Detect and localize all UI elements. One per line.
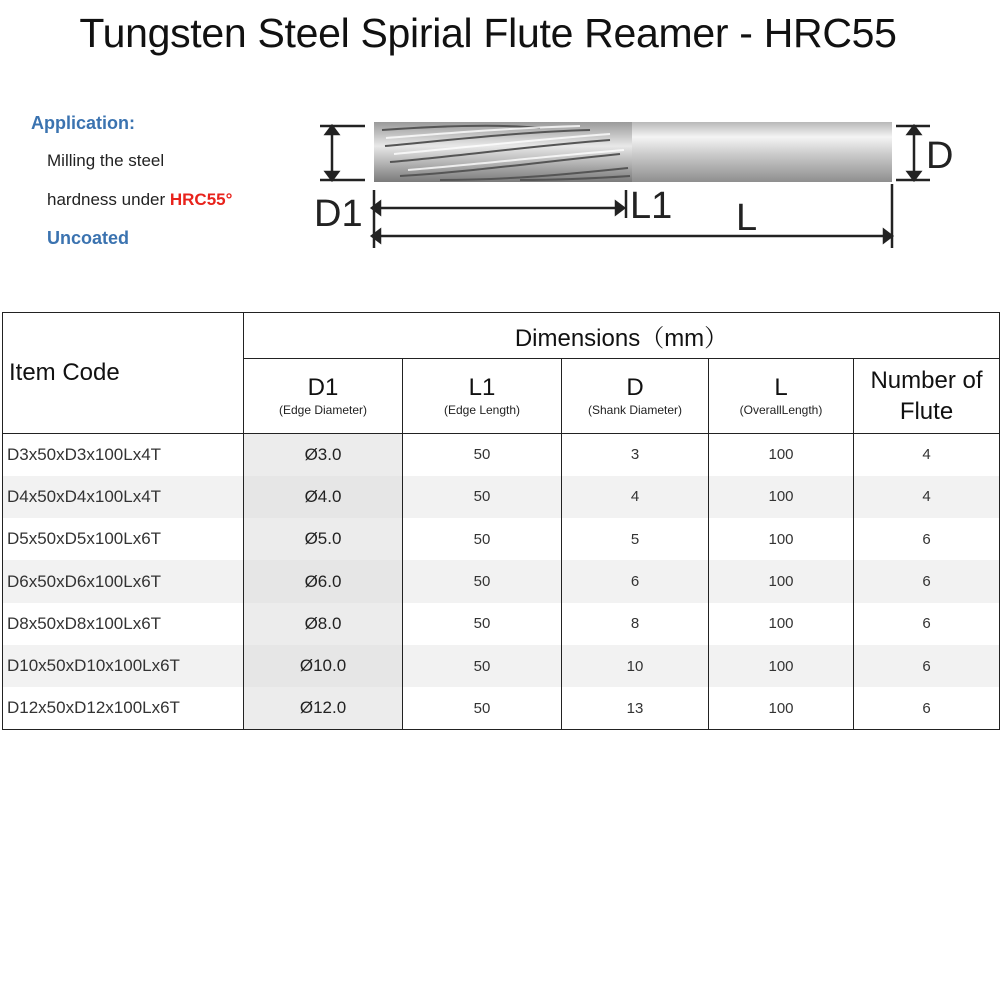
- d1-cell: Ø10.0: [244, 645, 403, 687]
- d1-header-desc: (Edge Diameter): [278, 403, 368, 417]
- table-row: [3, 476, 1000, 518]
- d-label: D: [926, 135, 954, 177]
- flute-header-line-1: Number of: [870, 367, 983, 394]
- l-label: L: [736, 197, 758, 239]
- l-column-header: [709, 359, 854, 434]
- d1-cell: Ø4.0: [244, 476, 403, 518]
- item-code-cell: D8x50xD8x100Lx6T: [3, 603, 244, 645]
- flute-cell: 6: [854, 687, 1000, 729]
- d-cell: 13: [562, 687, 709, 729]
- l-cell: 100: [709, 687, 854, 729]
- d-dimension-marker: [896, 126, 930, 180]
- l1-label: L1: [630, 185, 673, 227]
- d-cell: 6: [562, 560, 709, 602]
- flute-cell: 4: [854, 434, 1000, 476]
- l1-header-desc: (Edge Length): [443, 403, 521, 417]
- d1-cell: Ø8.0: [244, 603, 403, 645]
- d-cell: 4: [562, 476, 709, 518]
- d-cell: 5: [562, 518, 709, 560]
- item-code-header: Item Code: [3, 313, 244, 434]
- l-cell: 100: [709, 560, 854, 602]
- table-row: [3, 687, 1000, 729]
- d-header-desc: (Shank Diameter): [587, 403, 683, 417]
- d-header-symbol: D: [626, 374, 644, 401]
- table-row: [3, 518, 1000, 560]
- spec-table: [2, 312, 1000, 730]
- table-row: [3, 603, 1000, 645]
- l1-cell: 50: [403, 560, 562, 602]
- page-title: Tungsten Steel Spirial Flute Reamer - HRC55: [79, 10, 897, 56]
- l1-cell: 50: [403, 603, 562, 645]
- item-code-cell: D5x50xD5x100Lx6T: [3, 518, 244, 560]
- l1-cell: 50: [403, 476, 562, 518]
- hardness-highlight: HRC55°: [169, 190, 233, 209]
- d-cell: 10: [562, 645, 709, 687]
- d-cell: 3: [562, 434, 709, 476]
- l1-cell: 50: [403, 687, 562, 729]
- flute-column-header: [854, 359, 1000, 434]
- d-column-header: [562, 359, 709, 434]
- item-code-cell: D10x50xD10x100Lx6T: [3, 645, 244, 687]
- reamer-shank: [630, 122, 892, 182]
- d1-cell: Ø6.0: [244, 560, 403, 602]
- l1-header-symbol: L1: [468, 374, 496, 401]
- dimensions-header: Dimensions（mm）: [244, 313, 1000, 359]
- item-code-cell: D6x50xD6x100Lx6T: [3, 560, 244, 602]
- flute-cell: 6: [854, 560, 1000, 602]
- application-line-1: Milling the steel: [47, 151, 165, 170]
- reamer-diagram: [290, 100, 990, 260]
- d-cell: 8: [562, 603, 709, 645]
- table-row: [3, 434, 1000, 476]
- l1-cell: 50: [403, 518, 562, 560]
- l-cell: 100: [709, 603, 854, 645]
- l-header-desc: (OverallLength): [739, 403, 823, 417]
- l-header-symbol: L: [774, 374, 788, 401]
- l1-cell: 50: [403, 434, 562, 476]
- l1-cell: 50: [403, 645, 562, 687]
- l-cell: 100: [709, 518, 854, 560]
- d1-label: D1: [314, 193, 363, 235]
- l1-column-header: [403, 359, 562, 434]
- l-cell: 100: [709, 645, 854, 687]
- d1-cell: Ø5.0: [244, 518, 403, 560]
- flute-header-line-2: Flute: [899, 398, 954, 425]
- l-cell: 100: [709, 434, 854, 476]
- application-line-2-prefix: hardness under: [47, 190, 170, 209]
- table-row: [3, 645, 1000, 687]
- flute-cell: 4: [854, 476, 1000, 518]
- d1-dimension-marker: [320, 126, 365, 180]
- item-code-cell: D3x50xD3x100Lx4T: [3, 434, 244, 476]
- flute-cell: 6: [854, 603, 1000, 645]
- application-line-2: [47, 190, 232, 210]
- d1-cell: Ø3.0: [244, 434, 403, 476]
- l-cell: 100: [709, 476, 854, 518]
- d1-cell: Ø12.0: [244, 687, 403, 729]
- coating-label: Uncoated: [47, 228, 130, 248]
- item-code-cell: D4x50xD4x100Lx4T: [3, 476, 244, 518]
- table-row: [3, 560, 1000, 602]
- d1-column-header: [244, 359, 403, 434]
- flute-cell: 6: [854, 518, 1000, 560]
- d1-header-symbol: D1: [307, 374, 339, 401]
- item-code-cell: D12x50xD12x100Lx6T: [3, 687, 244, 729]
- flute-cell: 6: [854, 645, 1000, 687]
- application-heading: Application:: [31, 113, 135, 133]
